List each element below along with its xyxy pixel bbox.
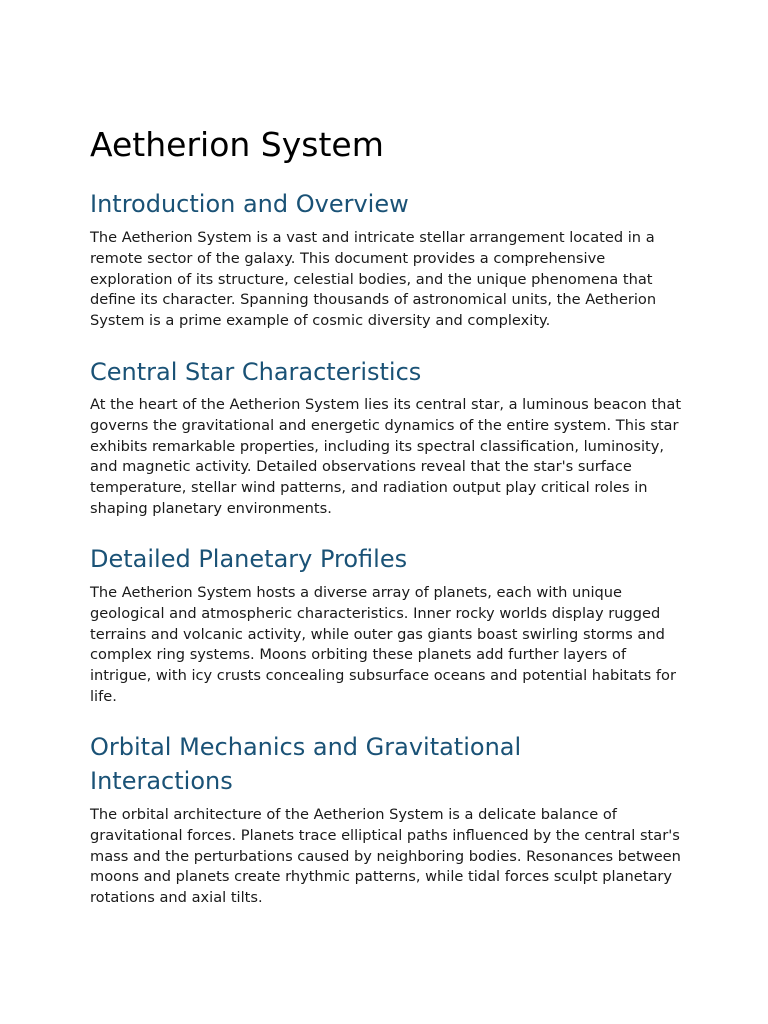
section-body-introduction: The Aetherion System is a vast and intricate stellar arrangement located in a remote sector of the galaxy. This document provides a comprehensive exploration of its structure, celestial bodies, and the unique phenomena that define its character. Spanning thousands of astronomical units, the Aetherion System is a prime example of cosmic diversity and complexity. bbox=[90, 229, 657, 330]
document-title: Aetherion System bbox=[90, 125, 384, 164]
section-body-orbital-mechanics: The orbital architecture of the Aetherion System is a delicate balance of gravitational forces. Planets trace elliptical paths influenced by the central star's mass and the perturbations caused by neighboring bodies. Resonances between moons and planets create rhythmic patterns, while tidal forces sculpt planetary rotations and axial tilts. bbox=[90, 806, 681, 907]
section-heading-orbital-mechanics: Orbital Mechanics and Gravitational Interactions bbox=[90, 733, 522, 795]
section-body-central-star: At the heart of the Aetherion System lies its central star, a luminous beacon that governs the gravitational and energetic dynamics of the entire system. This star exhibits remarkable properties, including its spectral classification, luminosity, and magnetic activity. Detailed observations reveal that the star's surface temperature, stellar wind patterns, and radiation output play critical roles in shaping planetary environments. bbox=[90, 396, 682, 517]
section-heading-central-star: Central Star Characteristics bbox=[90, 358, 422, 386]
section-heading-introduction: Introduction and Overview bbox=[90, 190, 409, 218]
section-heading-planetary-profiles: Detailed Planetary Profiles bbox=[90, 545, 408, 573]
section-body-planetary-profiles: The Aetherion System hosts a diverse array of planets, each with unique geological and atmospheric characteristics. Inner rocky worlds display rugged terrains and volcanic activity, while outer gas giants boast swirling storms and complex ring systems. Moons orbiting these planets add further layers of intrigue, with icy crusts concealing subsurface oceans and potential habitats for life. bbox=[90, 584, 676, 705]
